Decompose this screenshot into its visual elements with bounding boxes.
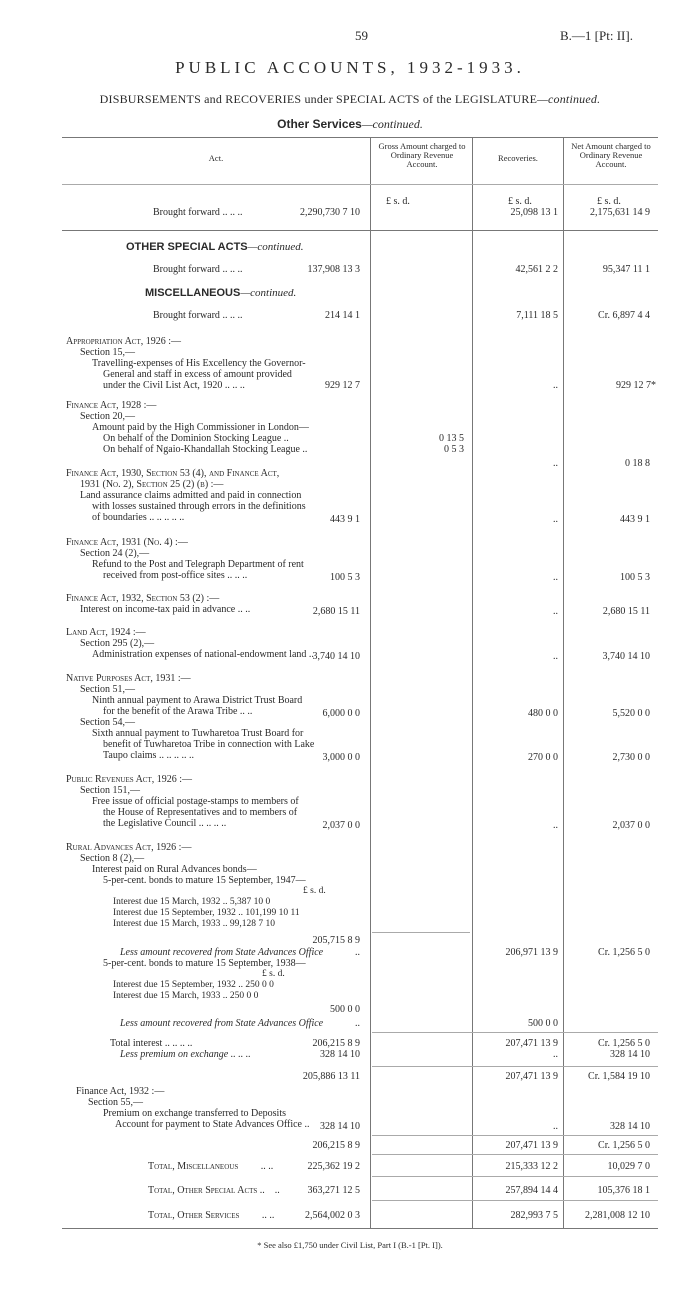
sub-amount: 0 13 5 <box>439 433 464 444</box>
gross-value: 328 14 10 <box>320 1049 360 1060</box>
gross-value: 3,000 0 0 <box>322 752 360 763</box>
act-title: Land Act, 1924 :— <box>66 627 146 638</box>
col-header-recoveries: Recoveries. <box>498 153 538 163</box>
act-line: Section 295 (2),— <box>80 638 155 649</box>
recoveries-value: 215,333 12 2 <box>505 1161 558 1172</box>
gross-value: 206,215 8 9 <box>312 1038 360 1049</box>
net-value: Cr. 1,256 5 0 <box>598 1140 650 1151</box>
act-line: Administration expenses of national-endowment land .. <box>92 649 314 660</box>
recoveries-value: .. <box>553 514 558 525</box>
sub-units: £ s. d. <box>262 969 285 979</box>
act-title: Finance Act, 1928 :— <box>66 400 157 411</box>
act-line: with losses sustained through errors in the definitions <box>92 501 306 512</box>
units-gross: £ s. d. <box>386 196 410 207</box>
net-value: 2,037 0 0 <box>612 820 650 831</box>
act-line: Ninth annual payment to Arawa District Trust Board <box>92 695 303 706</box>
col-header-act: Act. <box>208 153 224 163</box>
act-line: Section 15,— <box>80 347 135 358</box>
interest-line: Interest due 15 March, 1932 .. 5,387 10 0 <box>113 897 271 907</box>
recoveries-value: 257,894 14 4 <box>505 1185 558 1196</box>
recoveries-value: .. <box>553 1049 558 1060</box>
gross-value: 929 12 7 <box>325 380 360 391</box>
gross-value: 100 5 3 <box>330 572 360 583</box>
footnote: * See also £1,750 under Civil List, Part I (B.-1 [Pt. I]). <box>257 1240 443 1250</box>
recoveries-value: .. <box>553 572 558 583</box>
net-value: 328 14 10 <box>610 1049 650 1060</box>
net-value: 0 18 8 <box>625 458 650 469</box>
act-title: Appropriation Act, 1926 :— <box>66 336 182 347</box>
subtotal-rule <box>372 1066 658 1067</box>
act-line: On behalf of the Dominion Stocking League .. <box>103 433 289 444</box>
recoveries-value: 282,993 7 5 <box>510 1210 558 1221</box>
net-value: 443 9 1 <box>620 514 650 525</box>
gross-value: 6,000 0 0 <box>322 708 360 719</box>
page-title: PUBLIC ACCOUNTS, 1932-1933. <box>175 58 525 77</box>
act-title: Native Purposes Act, 1931 :— <box>66 673 191 684</box>
recoveries-value: .. <box>553 606 558 617</box>
act-title: Finance Act, 1932, Section 53 (2) :— <box>66 593 220 604</box>
recoveries-value: 7,111 18 5 <box>516 310 558 321</box>
recoveries-value: .. <box>553 1121 558 1132</box>
recoveries-value: 207,471 13 9 <box>505 1140 558 1151</box>
act-line: benefit of Tuwharetoa Tribe in connection with Lake <box>103 739 315 750</box>
recoveries-value: 42,561 2 2 <box>515 264 558 275</box>
act-line: Interest on income-tax paid in advance .. .. <box>80 604 251 615</box>
gross-value: 137,908 13 3 <box>307 264 360 275</box>
col-header-net: Net Amount charged to Ordinary Revenue Account. <box>571 141 651 169</box>
table-top-rule <box>62 137 658 138</box>
net-value: 2,680 15 11 <box>602 606 650 617</box>
act-line: General and staff in excess of amount provided <box>103 369 292 380</box>
row-label: Total interest .. .. .. .. <box>110 1038 193 1049</box>
group-heading-miscellaneous: MISCELLANEOUS—continued. <box>145 287 297 299</box>
subtotal-rule <box>372 1154 658 1155</box>
net-value: 100 5 3 <box>620 572 650 583</box>
net-value: 105,376 18 1 <box>597 1185 650 1196</box>
net-value: 3,740 14 10 <box>602 651 650 662</box>
header-rule <box>62 184 658 185</box>
recoveries-value: 206,971 13 9 <box>505 947 558 958</box>
act-line: Travelling-expenses of His Excellency the Governor- <box>92 358 306 369</box>
gross-value: 2,037 0 0 <box>322 820 360 831</box>
act-line: Account for payment to State Advances Office .. <box>115 1119 310 1130</box>
bf-rule <box>62 230 658 231</box>
gross-value: 214 14 1 <box>325 310 360 321</box>
col-header-gross: Gross Amount charged to Ordinary Revenue Account. <box>378 141 466 169</box>
act-line: the House of Representatives and to members of <box>103 807 298 818</box>
page-subtitle: DISBURSEMENTS and RECOVERIES under SPECIAL ACTS of the LEGISLATURE—continued. <box>99 92 601 106</box>
act-line: Section 54,— <box>80 717 135 728</box>
gross-value: 363,271 12 5 <box>307 1185 360 1196</box>
act-line: Refund to the Post and Telegraph Department of rent <box>92 559 304 570</box>
column-rule-2 <box>472 137 473 1228</box>
gross-value: 2,564,002 0 3 <box>305 1210 360 1221</box>
page-reference: B.—1 [Pt: II]. <box>560 28 633 43</box>
sub-units: £ s. d. <box>303 886 326 896</box>
row-label: Less premium on exchange .. .. .. <box>120 1049 251 1060</box>
column-rule-3 <box>563 137 564 1228</box>
interest-line: Interest due 15 September, 1932 .. 250 0 0 <box>113 980 274 990</box>
act-line: Section 51,— <box>80 684 135 695</box>
net-value: Cr. 1,256 5 0 <box>598 947 650 958</box>
net-value: 95,347 11 1 <box>602 264 650 275</box>
total-label: Total, Other Special Acts .. .. <box>148 1185 280 1196</box>
gross-value: 225,362 19 2 <box>307 1161 360 1172</box>
recoveries-value: .. <box>553 651 558 662</box>
act-line: Land assurance claims admitted and paid in connection <box>80 490 302 501</box>
gross-value: .. <box>355 947 360 958</box>
units-net: £ s. d. <box>597 196 621 207</box>
act-line: Section 55,— <box>88 1097 143 1108</box>
recoveries-value: .. <box>553 380 558 391</box>
units-recoveries: £ s. d. <box>508 196 532 207</box>
act-line: for the benefit of the Arawa Tribe .. .. <box>103 706 253 717</box>
act-title: Finance Act, 1932 :— <box>76 1086 165 1097</box>
gross-value: 3,740 14 10 <box>312 651 360 662</box>
act-line: the Legislative Council .. .. .. .. <box>103 818 227 829</box>
recoveries-value: 207,471 13 9 <box>505 1071 558 1082</box>
net-value: 2,281,008 12 10 <box>585 1210 650 1221</box>
gross-value: 328 14 10 <box>320 1121 360 1132</box>
section-heading: Other Services—continued. <box>277 117 423 131</box>
interest-line: Interest due 15 March, 1933 .. 99,128 7 10 <box>113 919 275 929</box>
net-value: 2,175,631 14 9 <box>590 207 650 218</box>
act-line: of boundaries .. .. .. .. .. <box>92 512 185 523</box>
net-value: 328 14 10 <box>610 1121 650 1132</box>
act-line: Section 24 (2),— <box>80 548 150 559</box>
recoveries-value: 500 0 0 <box>528 1018 558 1029</box>
net-value: 5,520 0 0 <box>612 708 650 719</box>
act-line: under the Civil List Act, 1920 .. .. .. <box>103 380 245 391</box>
act-line: Section 151,— <box>80 785 140 796</box>
act-line: Less amount recovered from State Advances Office <box>120 1018 324 1029</box>
gross-value: 500 0 0 <box>330 1004 360 1015</box>
gross-value: 205,886 13 11 <box>302 1071 360 1082</box>
act-line: Section 20,— <box>80 411 135 422</box>
subtotal-rule <box>372 1135 658 1136</box>
recoveries-value: .. <box>553 458 558 469</box>
act-title: Rural Advances Act, 1926 :— <box>66 842 192 853</box>
table-bottom-rule <box>62 1228 658 1229</box>
gross-value: 205,715 8 9 <box>312 935 360 946</box>
act-line: Free issue of official postage-stamps to members of <box>92 796 299 807</box>
act-line: received from post-office sites .. .. .. <box>103 570 248 581</box>
gross-value: 2,680 15 11 <box>312 606 360 617</box>
recoveries-value: .. <box>553 820 558 831</box>
act-line: Premium on exchange transferred to Deposits <box>103 1108 287 1119</box>
total-label: Total, Other Services .. .. <box>148 1210 275 1221</box>
act-title: Finance Act, 1930, Section 53 (4), and Finance Act, <box>66 468 280 479</box>
net-value: 2,730 0 0 <box>612 752 650 763</box>
net-value: Cr. 1,256 5 0 <box>598 1038 650 1049</box>
act-line: 1931 (No. 2), Section 25 (2) (b) :— <box>80 479 224 490</box>
subtotal-rule <box>372 1176 658 1177</box>
subtotal-rule <box>372 1200 658 1201</box>
act-line: 5-per-cent. bonds to mature 15 September, 1947— <box>103 875 306 886</box>
act-title: Public Revenues Act, 1926 :— <box>66 774 193 785</box>
recoveries-value: 270 0 0 <box>528 752 558 763</box>
act-title: Finance Act, 1931 (No. 4) :— <box>66 537 188 548</box>
interest-line: Interest due 15 September, 1932 .. 101,199 10 11 <box>113 908 300 918</box>
act-line: Section 8 (2),— <box>80 853 145 864</box>
group-heading-other-special-acts: OTHER SPECIAL ACTS—continued. <box>126 241 304 253</box>
row-label: Brought forward .. .. .. <box>153 310 243 321</box>
page-number: 59 <box>355 28 368 43</box>
act-line: On behalf of Ngaio-Khandallah Stocking League .. <box>103 444 308 455</box>
act-line: 5-per-cent. bonds to mature 15 September, 1938— <box>103 958 306 969</box>
act-line: Sixth annual payment to Tuwharetoa Trust Board for <box>92 728 304 739</box>
sub-amount: 0 5 3 <box>444 444 464 455</box>
net-value: 10,029 7 0 <box>607 1161 650 1172</box>
gross-value: .. <box>355 1018 360 1029</box>
row-label: Brought forward .. .. .. <box>153 207 243 218</box>
gross-value: 2,290,730 7 10 <box>300 207 360 218</box>
gross-value: 206,215 8 9 <box>312 1140 360 1151</box>
recoveries-value: 25,098 13 1 <box>510 207 558 218</box>
net-value: 929 12 7* <box>616 380 656 391</box>
recoveries-value: 207,471 13 9 <box>505 1038 558 1049</box>
total-label: Total, Miscellaneous .. .. <box>148 1161 274 1172</box>
gross-value: 443 9 1 <box>330 514 360 525</box>
subtotal-rule <box>372 1032 658 1033</box>
act-line: Less amount recovered from State Advances Office <box>120 947 324 958</box>
act-line: Amount paid by the High Commissioner in London— <box>92 422 309 433</box>
recoveries-value: 480 0 0 <box>528 708 558 719</box>
subtotal-rule <box>372 932 470 933</box>
act-line: Taupo claims .. .. .. .. .. <box>103 750 194 761</box>
net-value: Cr. 6,897 4 4 <box>598 310 650 321</box>
column-rule-1 <box>370 137 371 1228</box>
net-value: Cr. 1,584 19 10 <box>588 1071 650 1082</box>
row-label: Brought forward .. .. .. <box>153 264 243 275</box>
act-line: Interest paid on Rural Advances bonds— <box>92 864 257 875</box>
interest-line: Interest due 15 March, 1933 .. 250 0 0 <box>113 991 259 1001</box>
